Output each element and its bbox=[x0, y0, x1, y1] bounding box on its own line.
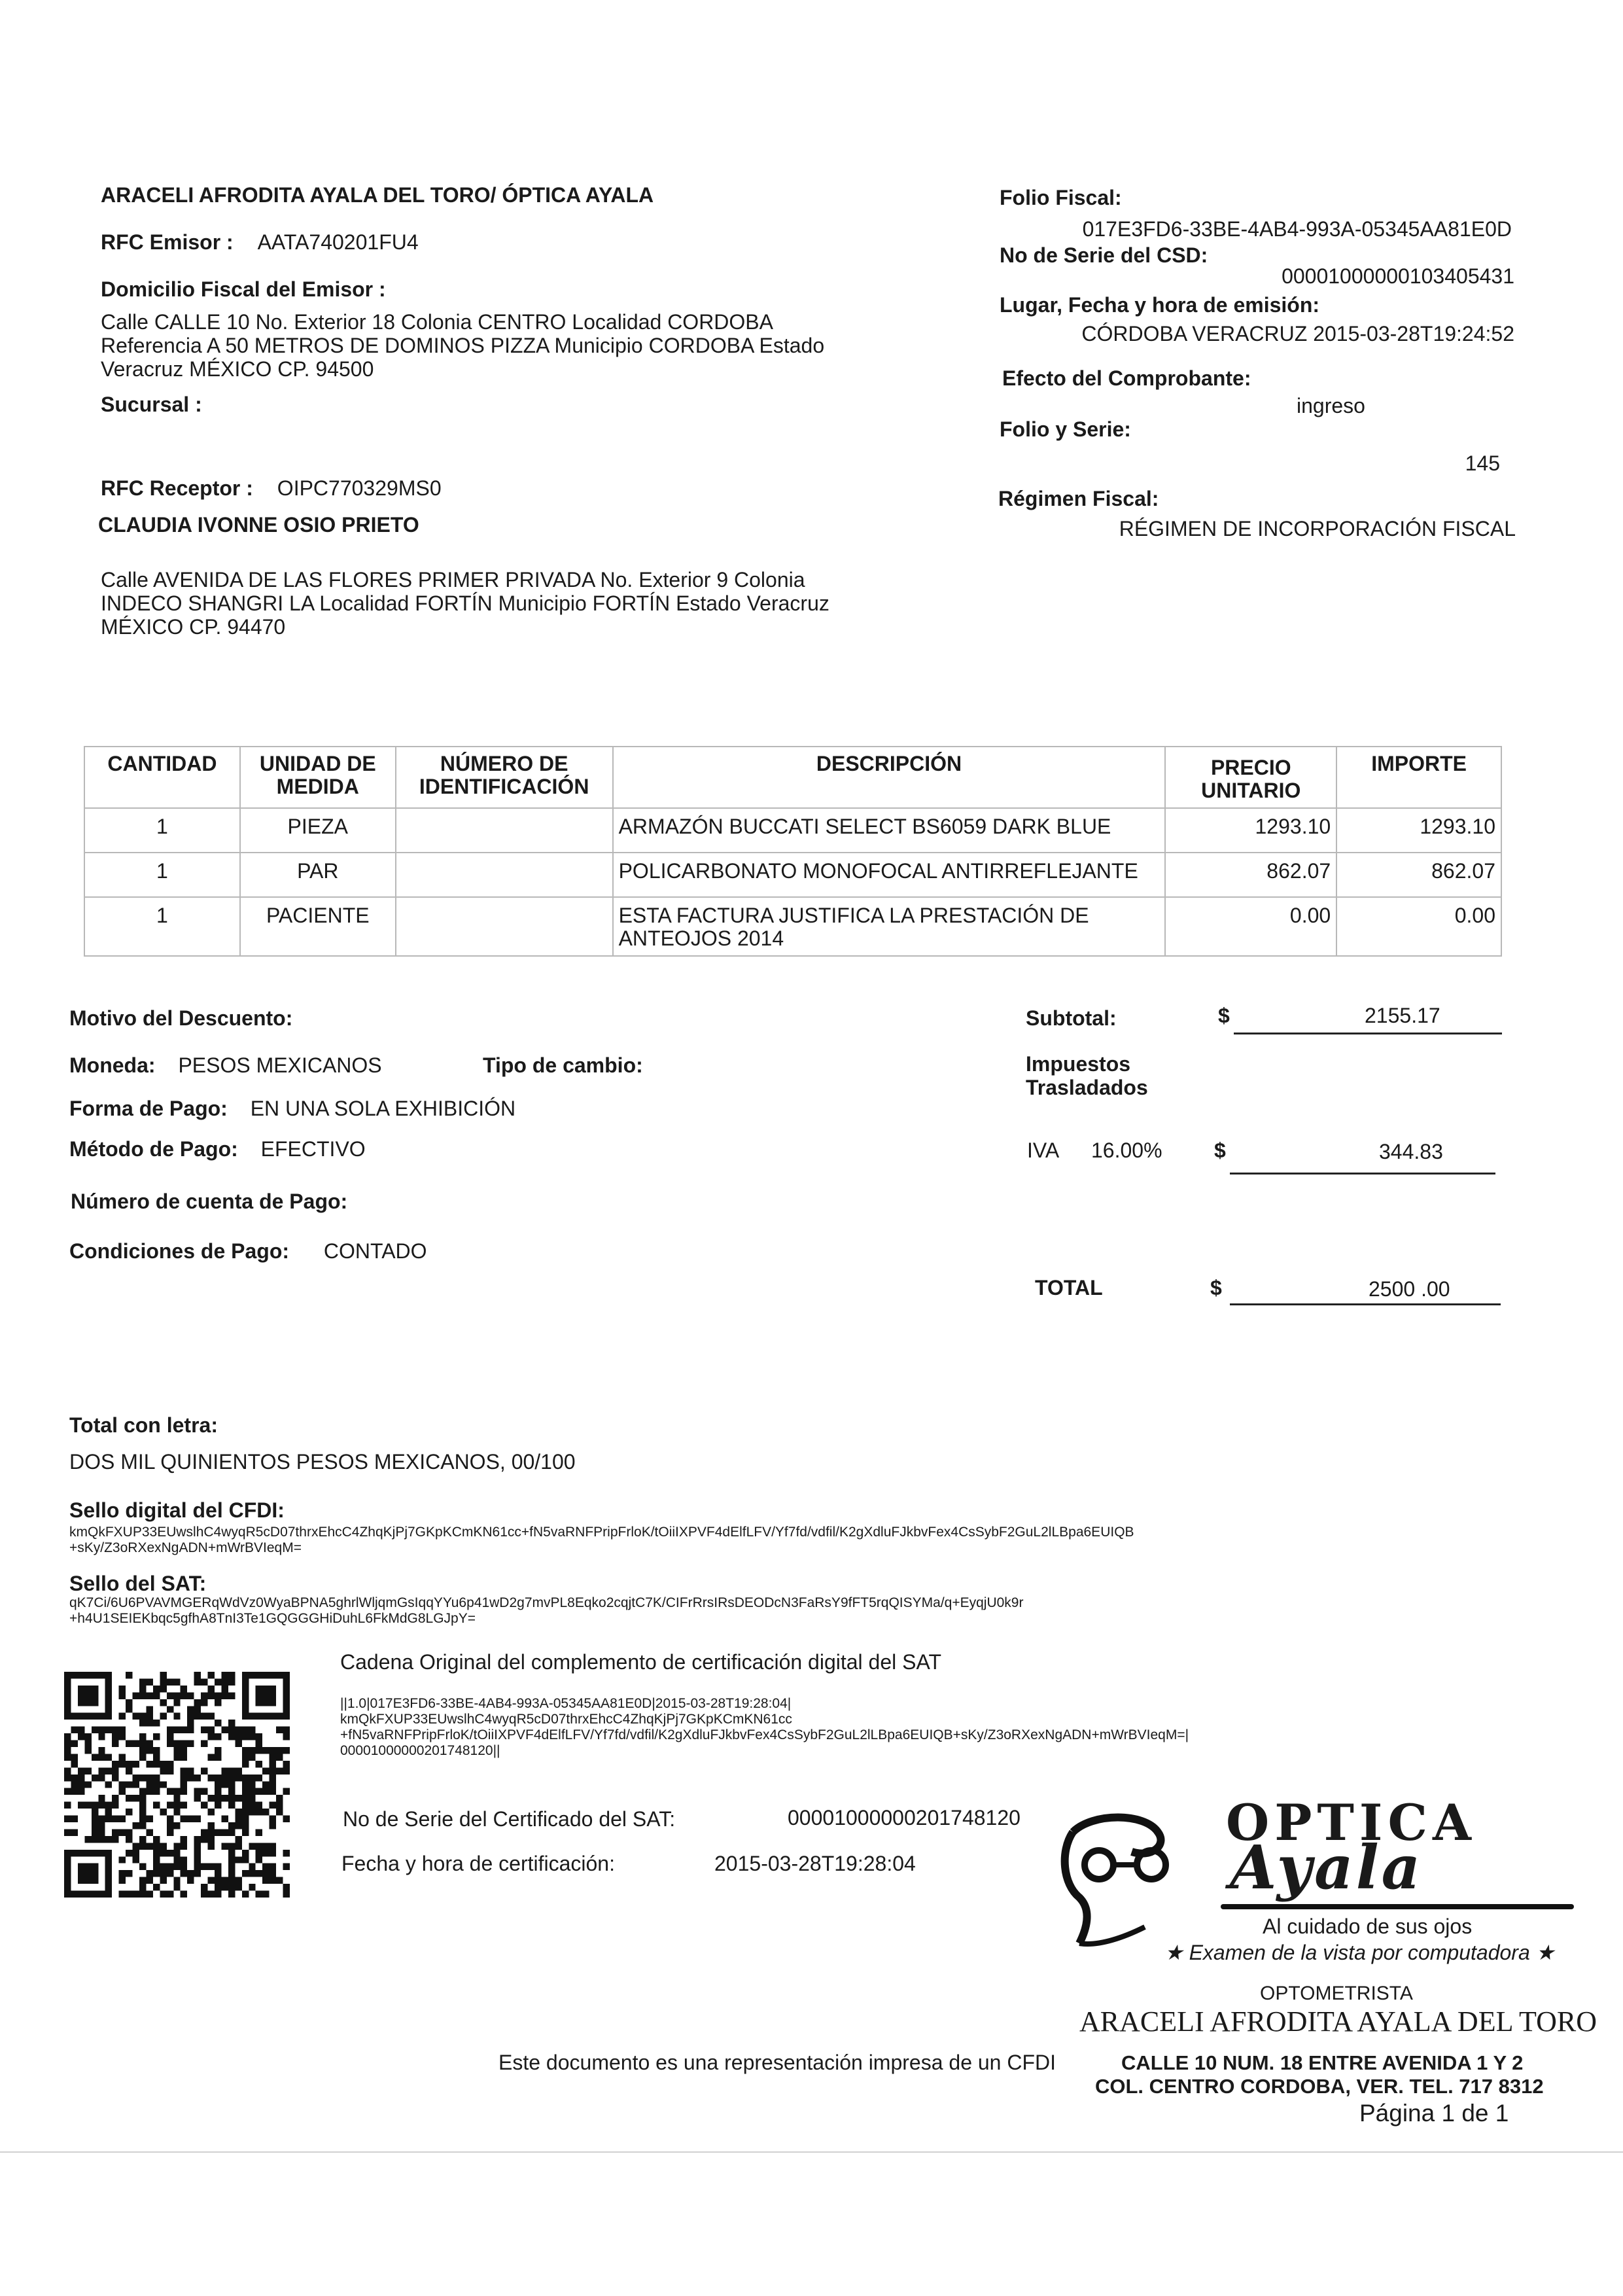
table-header-row bbox=[84, 747, 1501, 808]
metodo-pago bbox=[69, 1137, 366, 1161]
receptor-domicilio-line: INDECO SHANGRI LA Localidad FORTÍN Municipio FORTÍN Estado Veracruz bbox=[101, 592, 829, 615]
col-header-precio: PRECIO UNITARIO bbox=[1165, 747, 1336, 808]
emisor-domicilio-label: Domicilio Fiscal del Emisor : bbox=[101, 277, 386, 301]
table-row bbox=[84, 808, 1501, 853]
cell-numero bbox=[396, 853, 613, 897]
cert-serie-label: No de Serie del Certificado del SAT: bbox=[343, 1807, 676, 1831]
receptor-name: CLAUDIA IVONNE OSIO PRIETO bbox=[98, 513, 419, 537]
subtotal-label: Subtotal: bbox=[1026, 1006, 1117, 1030]
cell-cantidad: 1 bbox=[84, 897, 240, 956]
emisor-rfc bbox=[101, 230, 419, 254]
iva-rate: 16.00% bbox=[1091, 1139, 1162, 1162]
efecto-value: ingreso bbox=[1297, 394, 1365, 417]
items-table bbox=[84, 746, 1502, 957]
cell-descripcion: ARMAZÓN BUCCATI SELECT BS6059 DARK BLUE bbox=[613, 808, 1166, 853]
sello-cfdi-value: kmQkFXUP33EUwslhC4wyqR5cD07thrxEhcC4ZhqKjPj7GKpKCmKN61cc+fN5vaRNFPripFrloK/tOiiIXPVF4dElfLFV/Yf7fd/vdfil/K2gXdluFJkbvFex4CsSybF2GuL2lLBpa6EUIQB +sKy/Z3oRXexNgADN+mWrBVIeqM= bbox=[69, 1525, 1134, 1555]
stamp-direccion-2: COL. CENTRO CORDOBA, VER. TEL. 717 8312 bbox=[1095, 2075, 1544, 2098]
stamp-underline bbox=[1221, 1904, 1574, 1909]
emisor-rfc-value: AATA740201FU4 bbox=[257, 230, 419, 254]
iva-value: 344.83 bbox=[1379, 1140, 1443, 1163]
cell-numero bbox=[396, 808, 613, 853]
emisor-domicilio bbox=[101, 310, 824, 381]
stamp-script: Ayala bbox=[1230, 1832, 1423, 1903]
table-row bbox=[84, 897, 1501, 956]
receptor-rfc bbox=[101, 476, 442, 500]
cell-importe: 1293.10 bbox=[1336, 808, 1501, 853]
cell-numero bbox=[396, 897, 613, 956]
col-header-importe: IMPORTE bbox=[1336, 747, 1501, 808]
stamp-slogan: Al cuidado de sus ojos bbox=[1263, 1915, 1473, 1938]
serie-csd-value: 00001000000103405431 bbox=[1282, 264, 1514, 288]
moneda-label: Moneda: bbox=[69, 1053, 156, 1077]
receptor-domicilio-line: Calle AVENIDA DE LAS FLORES PRIMER PRIVADA No. Exterior 9 Colonia bbox=[101, 568, 805, 592]
emisor-domicilio-line: Calle CALLE 10 No. Exterior 18 Colonia CENTRO Localidad CORDOBA bbox=[101, 310, 773, 334]
cell-importe: 0.00 bbox=[1336, 897, 1501, 956]
sello-sat-value: qK7Ci/6U6PVAVMGERqWdVz0WyaBPNA5ghrlWljqmGsIqqYYu6p41wD2g7mvPL8Eqko2cqjtC7K/CIFrRrsIRsDEODcN3FaRsY9fFT5rqQISYMa/q+EyqjU0k9r +h4U1SEIEKbqc5gfhA8TnI3Te1GQGGGHiDuhL6FkMdG8LGJpY= bbox=[69, 1595, 1024, 1626]
cert-serie-value: 00001000000201748120 bbox=[788, 1806, 1021, 1829]
moneda-value: PESOS MEXICANOS bbox=[178, 1053, 382, 1077]
sello-sat-label: Sello del SAT: bbox=[69, 1572, 207, 1595]
lugar-fecha-value: CÓRDOBA VERACRUZ 2015-03-28T19:24:52 bbox=[1081, 322, 1514, 345]
cadena-value: ||1.0|017E3FD6-33BE-4AB4-993A-05345AA81E0D|2015-03-28T19:28:04| kmQkFXUP33EUwslhC4wyqR5cD07thrxEhcC4ZhqKjPj7GKpKCmKN61cc +fN5vaRNFPripFrloK/tOiiIXPVF4dElfLFV/Yf7fd/vdfil/K2gXdluFJkbvFex4CsSybF2GuL2lLBpa6EUIQB+sKy/Z3oRXexNgADN+mWrBVIeqM=| 00001000000201748120|| bbox=[340, 1696, 1189, 1758]
stamp-examen: ★ Examen de la vista por computadora ★ bbox=[1164, 1941, 1555, 1964]
optica-stamp bbox=[1053, 1793, 1609, 2146]
impuestos-label: Impuestos Trasladados bbox=[1026, 1052, 1148, 1099]
optometrist-logo-icon bbox=[1053, 1806, 1184, 1956]
cell-importe: 862.07 bbox=[1336, 853, 1501, 897]
cell-cantidad: 1 bbox=[84, 808, 240, 853]
qr-code-icon bbox=[64, 1672, 290, 1898]
folio-fiscal-value: 017E3FD6-33BE-4AB4-993A-05345AA81E0D bbox=[1082, 217, 1512, 241]
condiciones-pago-value: CONTADO bbox=[323, 1239, 427, 1263]
total-letra-label: Total con letra: bbox=[69, 1413, 218, 1437]
moneda bbox=[69, 1053, 382, 1077]
total-value: 2500 .00 bbox=[1369, 1277, 1450, 1301]
emisor-name: ARACELI AFRODITA AYALA DEL TORO/ ÓPTICA AYALA bbox=[101, 183, 654, 207]
col-header-unidad: UNIDAD DE MEDIDA bbox=[240, 747, 396, 808]
page-number: Página 1 de 1 bbox=[1359, 2100, 1509, 2127]
cuenta-pago-label: Número de cuenta de Pago: bbox=[71, 1190, 348, 1213]
total-underline bbox=[1230, 1303, 1501, 1305]
receptor-rfc-label: RFC Receptor : bbox=[101, 476, 253, 500]
subtotal-value: 2155.17 bbox=[1365, 1004, 1440, 1027]
tipo-cambio-label: Tipo de cambio: bbox=[483, 1053, 643, 1077]
cell-precio: 862.07 bbox=[1165, 853, 1336, 897]
cell-descripcion: ESTA FACTURA JUSTIFICA LA PRESTACIÓN DE ANTEOJOS 2014 bbox=[613, 897, 1166, 956]
folio-serie-label: Folio y Serie: bbox=[1000, 417, 1131, 441]
metodo-pago-value: EFECTIVO bbox=[260, 1137, 366, 1161]
total-label: TOTAL bbox=[1035, 1276, 1103, 1299]
forma-pago-label: Forma de Pago: bbox=[69, 1097, 228, 1120]
col-header-cantidad: CANTIDAD bbox=[84, 747, 240, 808]
folio-fiscal-label: Folio Fiscal: bbox=[1000, 186, 1122, 209]
stamp-brand: OPTICA bbox=[1226, 1793, 1476, 1852]
serie-csd-label: No de Serie del CSD: bbox=[1000, 243, 1208, 267]
regimen-label: Régimen Fiscal: bbox=[998, 487, 1159, 510]
cell-unidad: PAR bbox=[240, 853, 396, 897]
page-footer-divider bbox=[0, 2151, 1623, 2153]
iva-currency: $ bbox=[1214, 1139, 1226, 1162]
total-letra-value: DOS MIL QUINIENTOS PESOS MEXICANOS, 00/100 bbox=[69, 1450, 576, 1474]
col-header-descripcion: DESCRIPCIÓN bbox=[613, 747, 1166, 808]
subtotal-currency: $ bbox=[1218, 1004, 1230, 1027]
folio-serie-value: 145 bbox=[1465, 451, 1500, 475]
representacion-impresa: Este documento es una representación impresa de un CFDI bbox=[498, 2051, 1056, 2074]
iva-underline bbox=[1230, 1173, 1495, 1174]
receptor-domicilio bbox=[101, 568, 829, 639]
stamp-direccion-1: CALLE 10 NUM. 18 ENTRE AVENIDA 1 Y 2 bbox=[1121, 2051, 1524, 2074]
emisor-domicilio-line: Referencia A 50 METROS DE DOMINOS PIZZA Municipio CORDOBA Estado bbox=[101, 334, 825, 357]
efecto-label: Efecto del Comprobante: bbox=[1002, 366, 1251, 390]
cert-fecha-label: Fecha y hora de certificación: bbox=[341, 1852, 615, 1875]
subtotal-underline bbox=[1234, 1033, 1502, 1034]
cell-cantidad: 1 bbox=[84, 853, 240, 897]
iva-label: IVA bbox=[1027, 1139, 1060, 1162]
col-header-numero: NÚMERO DE IDENTIFICACIÓN bbox=[396, 747, 613, 808]
receptor-rfc-value: OIPC770329MS0 bbox=[277, 476, 442, 500]
table-row bbox=[84, 853, 1501, 897]
cell-unidad: PIEZA bbox=[240, 808, 396, 853]
stamp-optometrista: OPTOMETRISTA bbox=[1260, 1983, 1413, 2004]
cadena-title: Cadena Original del complemento de certificación digital del SAT bbox=[340, 1650, 941, 1674]
sucursal-label: Sucursal : bbox=[101, 393, 202, 416]
sello-cfdi-label: Sello digital del CFDI: bbox=[69, 1498, 285, 1522]
emisor-domicilio-line: Veracruz MÉXICO CP. 94500 bbox=[101, 357, 374, 381]
condiciones-pago bbox=[69, 1239, 427, 1263]
receptor-domicilio-line: MÉXICO CP. 94470 bbox=[101, 615, 286, 639]
condiciones-pago-label: Condiciones de Pago: bbox=[69, 1239, 290, 1263]
lugar-fecha-label: Lugar, Fecha y hora de emisión: bbox=[1000, 293, 1320, 317]
cell-descripcion: POLICARBONATO MONOFOCAL ANTIRREFLEJANTE bbox=[613, 853, 1166, 897]
cell-unidad: PACIENTE bbox=[240, 897, 396, 956]
forma-pago-value: EN UNA SOLA EXHIBICIÓN bbox=[250, 1097, 516, 1120]
stamp-name: ARACELI AFRODITA AYALA DEL TORO bbox=[1079, 2005, 1597, 2038]
motivo-descuento-label: Motivo del Descuento: bbox=[69, 1006, 293, 1030]
emisor-rfc-label: RFC Emisor : bbox=[101, 230, 234, 254]
regimen-value: RÉGIMEN DE INCORPORACIÓN FISCAL bbox=[1119, 517, 1516, 540]
cert-fecha-value: 2015-03-28T19:28:04 bbox=[714, 1852, 916, 1875]
forma-pago bbox=[69, 1097, 515, 1120]
cell-precio: 1293.10 bbox=[1165, 808, 1336, 853]
metodo-pago-label: Método de Pago: bbox=[69, 1137, 238, 1161]
total-currency: $ bbox=[1210, 1276, 1222, 1299]
cell-precio: 0.00 bbox=[1165, 897, 1336, 956]
